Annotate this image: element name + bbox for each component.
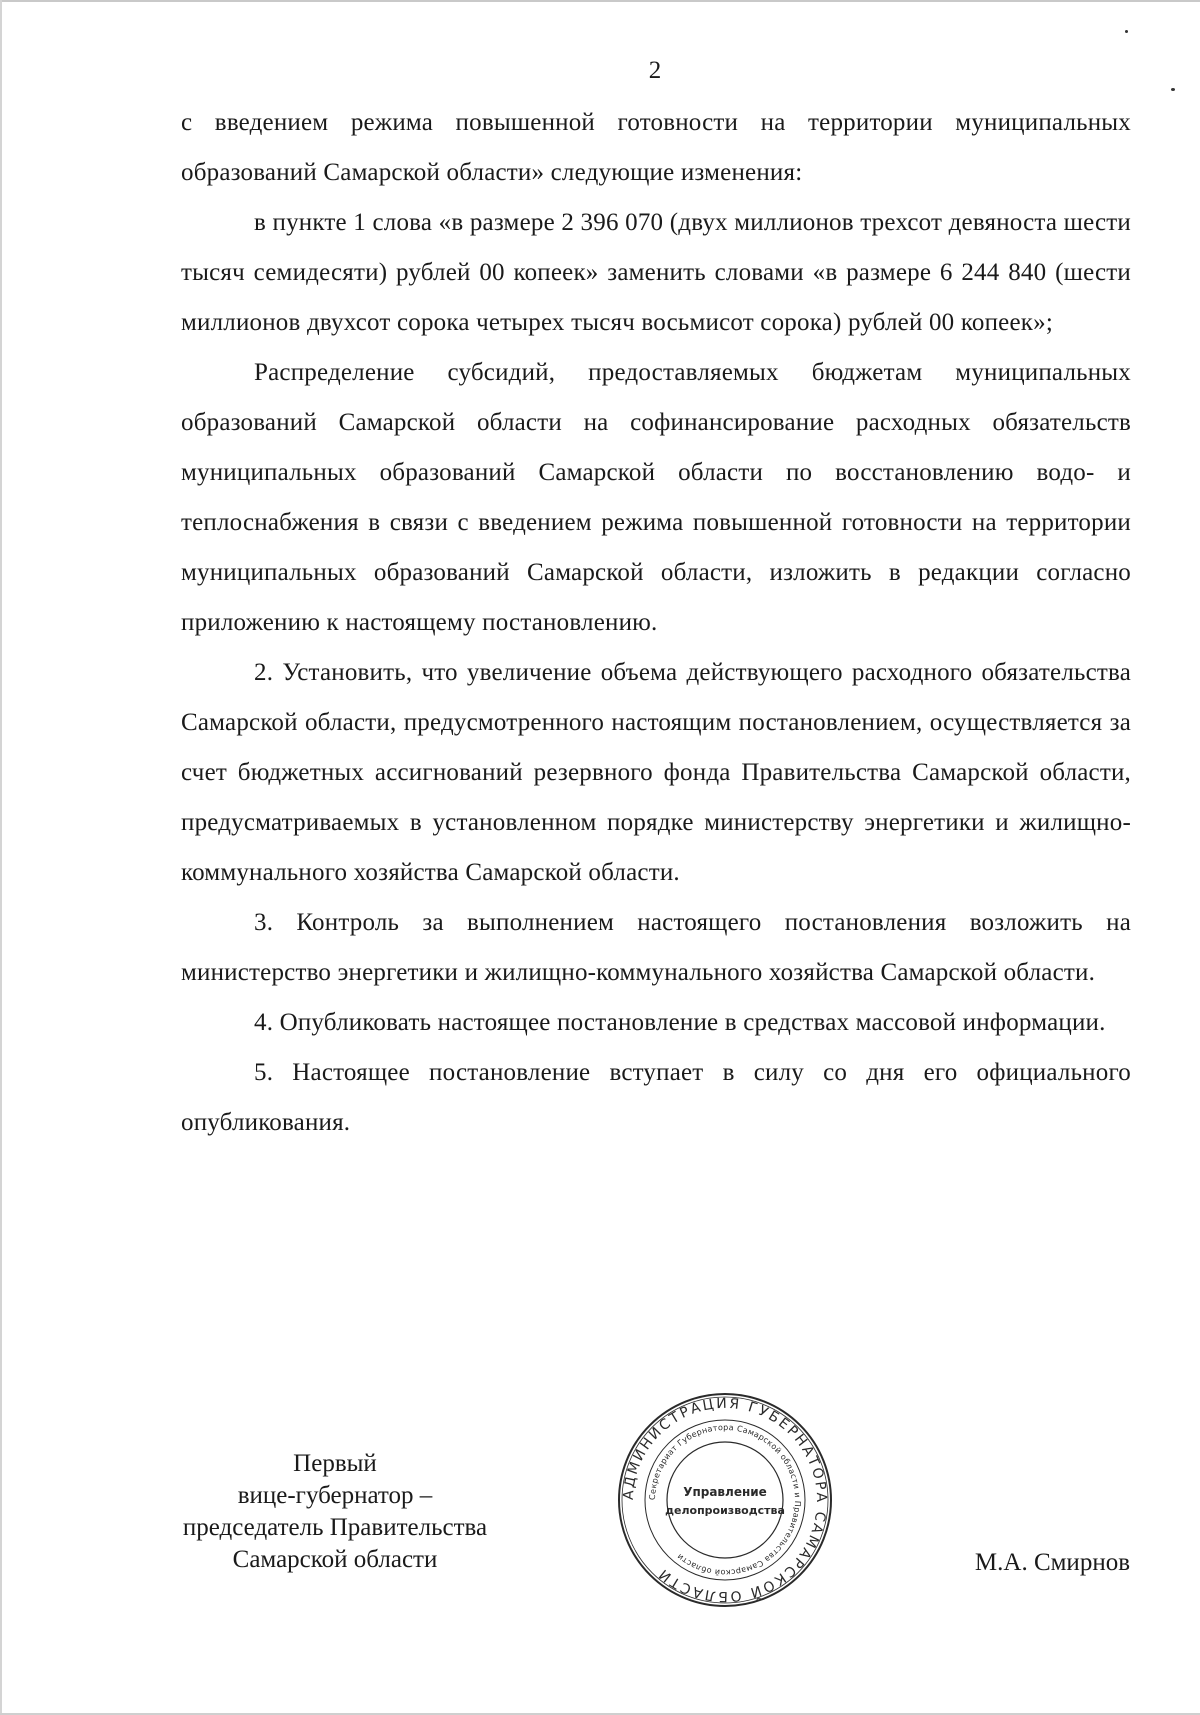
signatory-title xyxy=(150,1448,520,1576)
stamp-outer-text: АДМИНИСТРАЦИЯ ГУБЕРНАТОРА САМАРСКОЙ ОБЛАСТИ xyxy=(620,1395,830,1605)
document-body xyxy=(181,98,1131,1148)
signatory-title-line: Самарской области xyxy=(232,1546,438,1573)
paragraph-item-4: 4. Опубликовать настоящее постановление в средствах массовой информации. xyxy=(254,1009,1106,1036)
page-number: 2 xyxy=(648,57,662,84)
scan-edge-top xyxy=(0,0,1200,2)
paragraph-continuation: с введением режима повышенной готовности на территории муниципальных образований Самарской области» следующие изменения: xyxy=(181,109,1131,186)
official-stamp xyxy=(615,1390,835,1610)
signatory-name: М.А. Смирнов xyxy=(974,1549,1130,1576)
scan-speck xyxy=(1171,88,1175,91)
stamp-center-line: делопроизводства xyxy=(665,1504,785,1517)
paragraph-item-2: 2. Установить, что увеличение объема действующего расходного обязательства Самарской области, предусмотренного настоящим постановлением, осуществляется за счет бюджетных ассигнований резервного фонда Правительства Самарской области, предусматриваемых в установленном порядке министерству энергетики и жилищно-коммунального хозяйства Самарской области. xyxy=(181,659,1131,886)
signatory-title-line: Первый xyxy=(293,1450,377,1477)
svg-text:Секретариат Губернатора Самарс xyxy=(648,1423,802,1577)
paragraph-distribution: Распределение субсидий, предоставляемых бюджетам муниципальных образований Самарской области на софинансирование расходных обязательств муниципальных образований Самарской области по восстановлению водо- и теплоснабжения в связи с введением режима повышенной готовности на территории муниципальных образований Самарской области, изложить в редакции согласно приложению к настоящему постановлению. xyxy=(181,359,1131,636)
scan-edge-left xyxy=(0,0,2,1715)
stamp-seal-icon xyxy=(615,1390,835,1610)
paragraph-item-5: 5. Настоящее постановление вступает в силу со дня его официального опубликования. xyxy=(181,1059,1131,1136)
signatory-title-line: председатель Правительства xyxy=(182,1514,488,1541)
stamp-inner-ring-text: Секретариат Губернатора Самарской области и Правительства Самарской области xyxy=(647,1422,803,1578)
scan-speck xyxy=(1125,30,1128,33)
stamp-center-line: Управление xyxy=(683,1485,767,1499)
signatory-title-line: вице-губернатор – xyxy=(237,1482,433,1509)
paragraph-item-3: 3. Контроль за выполнением настоящего постановления возложить на министерство энергетики и жилищно-коммунального хозяйства Самарской области. xyxy=(181,909,1131,986)
paragraph-amendment: в пункте 1 слова «в размере 2 396 070 (двух миллионов трехсот девяноста шести тысяч семидесяти) рублей 00 копеек» заменить словами «в размере 6 244 840 (шести миллионов двухсот сорока четырех тысяч восьмисот сорока) рублей 00 копеек»; xyxy=(181,209,1131,336)
